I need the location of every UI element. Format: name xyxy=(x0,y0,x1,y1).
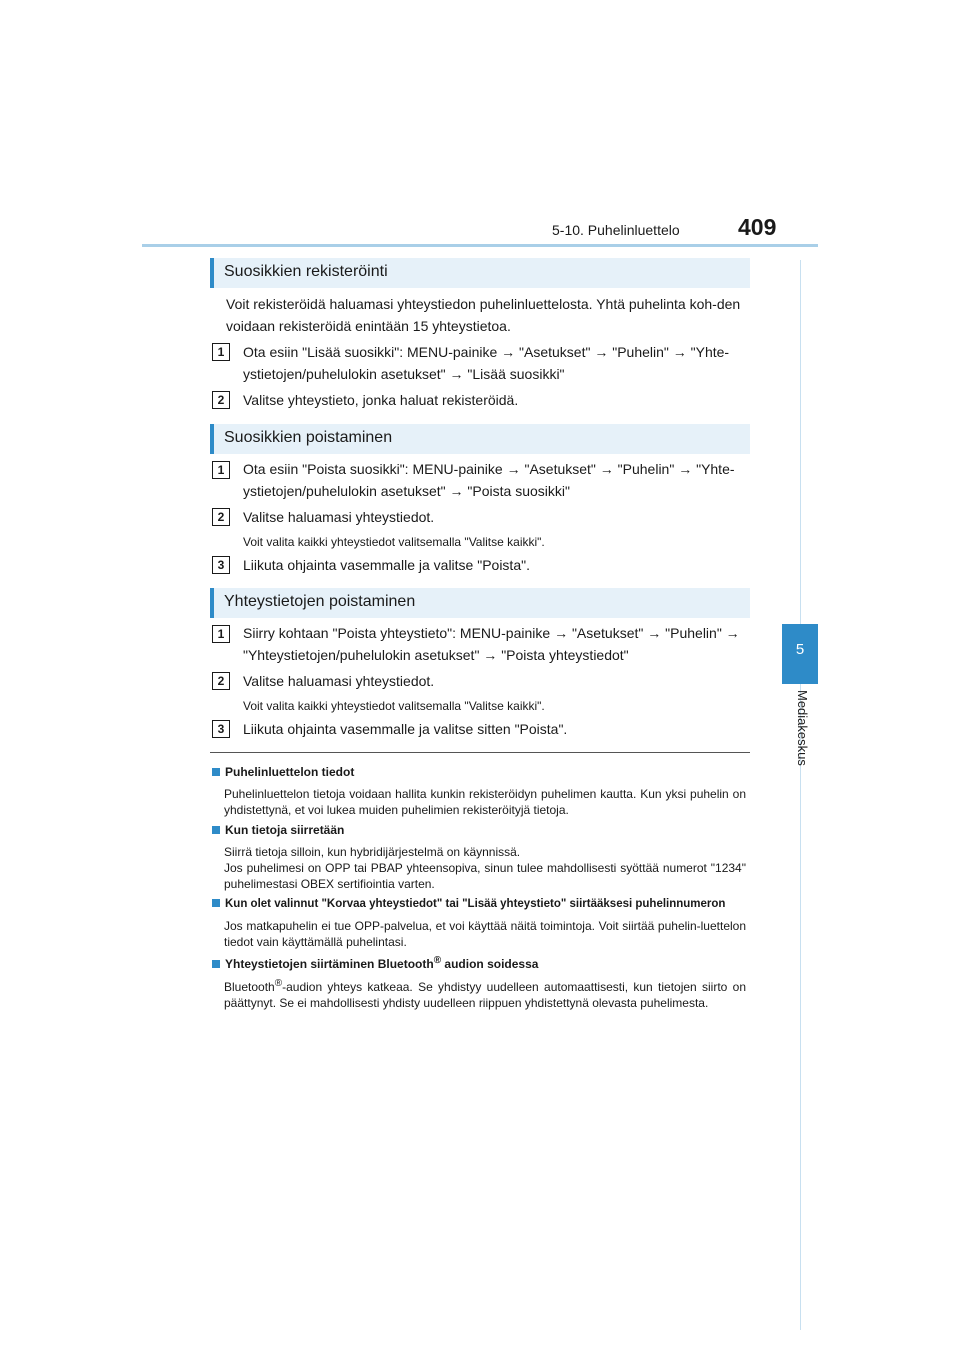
notes-divider xyxy=(210,752,750,753)
page-number: 409 xyxy=(738,214,777,240)
section-heading-delete-contacts xyxy=(210,588,750,618)
step-number: 1 xyxy=(212,343,230,361)
note-line: Siirrä tietoja silloin, kun hybridijärjestelmä on käynnissä. xyxy=(224,845,521,859)
note-body xyxy=(224,844,746,892)
square-bullet-icon xyxy=(212,899,220,907)
step-text: Liikuta ohjainta vasemmalle ja valitse "Poista". xyxy=(243,557,530,573)
note-title: Kun olet valinnut "Korvaa yhteystiedot" tai "Lisää yhteystieto" siirtääksesi puhelinnumeron xyxy=(212,898,725,910)
note-title: Kun tietoja siirretään xyxy=(212,823,344,837)
step-line: ystietojen/puhelulokin asetukset" → "Poista suosikki" xyxy=(243,483,570,499)
step-text: Valitse yhteystieto, jonka haluat rekisteröidä. xyxy=(243,392,519,408)
hint-text: Voit valita kaikki yhteystiedot valitsemalla "Valitse kaikki". xyxy=(243,535,545,549)
step-line: Ota esiin "Lisää suosikki": MENU-painike → "Asetukset" → "Puhelin" → "Yhte- xyxy=(243,344,730,360)
step-text xyxy=(243,622,751,666)
step-line: Ota esiin "Poista suosikki": MENU-painike → "Asetukset" → "Puhelin" → "Yhte- xyxy=(243,461,735,477)
step-number: 1 xyxy=(212,461,230,479)
section-title: Suosikkien poistaminen xyxy=(224,429,393,446)
note-line: Jos puhelimesi on OPP tai PBAP yhteensopiva, sinun tulee mahdollisesti syöttää numerot "1234" puhelimestasi OBEX sertifiointia varten. xyxy=(224,861,746,891)
section-header: 5-10. Puhelinluettelo xyxy=(552,222,680,238)
chapter-label: Mediakeskus xyxy=(795,690,810,766)
step-text: Liikuta ohjainta vasemmalle ja valitse sitten "Poista". xyxy=(243,721,568,737)
intro-paragraph: Voit rekisteröidä haluamasi yhteystiedon puhelinluettelosta. Yhtä puhelinta koh-den voidaan rekisteröidä enintään 15 yhteystietoa. xyxy=(226,296,741,334)
step-number: 3 xyxy=(212,556,230,574)
header-rule xyxy=(142,244,818,247)
step-number: 3 xyxy=(212,720,230,738)
note-title: Puhelinluettelon tiedot xyxy=(212,765,354,779)
note-body: Puhelinluettelon tietoja voidaan hallita kunkin rekisteröidyn puhelimen kautta. Kun yksi puhelin on yhdistettynä, et voi lukea muiden puhelimien rekisteröityjä tietoja. xyxy=(224,787,746,817)
chapter-tab: 5 xyxy=(782,624,818,684)
square-bullet-icon xyxy=(212,826,220,834)
section-title: Yhteystietojen poistaminen xyxy=(224,593,416,610)
step-line: ystietojen/puhelulokin asetukset" → "Lisää suosikki" xyxy=(243,366,565,382)
step-number: 1 xyxy=(212,625,230,643)
note-body: Jos matkapuhelin ei tue OPP-palvelua, et voi käyttää näitä toimintoja. Voit siirtää puhelin-luettelon tiedot vain käyttämällä puhelintasi. xyxy=(224,919,746,949)
step-text: Valitse haluamasi yhteystiedot. xyxy=(243,509,435,525)
step-text xyxy=(243,458,751,502)
section-heading-delete-favorites xyxy=(210,424,750,454)
step-text: Valitse haluamasi yhteystiedot. xyxy=(243,673,435,689)
step-number: 2 xyxy=(212,391,230,409)
note-title: Yhteystietojen siirtäminen Bluetooth® audion soidessa xyxy=(212,955,538,971)
step-line: "Yhteystietojen/puhelulokin asetukset" → "Poista yhteystiedot" xyxy=(243,647,629,663)
section-heading-register-favorites xyxy=(210,258,750,288)
square-bullet-icon xyxy=(212,768,220,776)
step-line: Siirry kohtaan "Poista yhteystieto": MENU-painike → "Asetukset" → "Puhelin" → xyxy=(243,625,740,641)
note-body: Bluetooth®-audion yhteys katkeaa. Se yhdistyy uudelleen automaattisesti, kun tietojen siirto on päättynyt. Se ei mahdollisesti yhdisty uudelleen riippuen yhdistettynä olevasta puhelimesta. xyxy=(224,978,746,1010)
hint-text: Voit valita kaikki yhteystiedot valitsemalla "Valitse kaikki". xyxy=(243,699,545,713)
step-number: 2 xyxy=(212,508,230,526)
square-bullet-icon xyxy=(212,960,220,968)
section-title: Suosikkien rekisteröinti xyxy=(224,263,388,280)
step-text xyxy=(243,341,751,385)
step-number: 2 xyxy=(212,672,230,690)
